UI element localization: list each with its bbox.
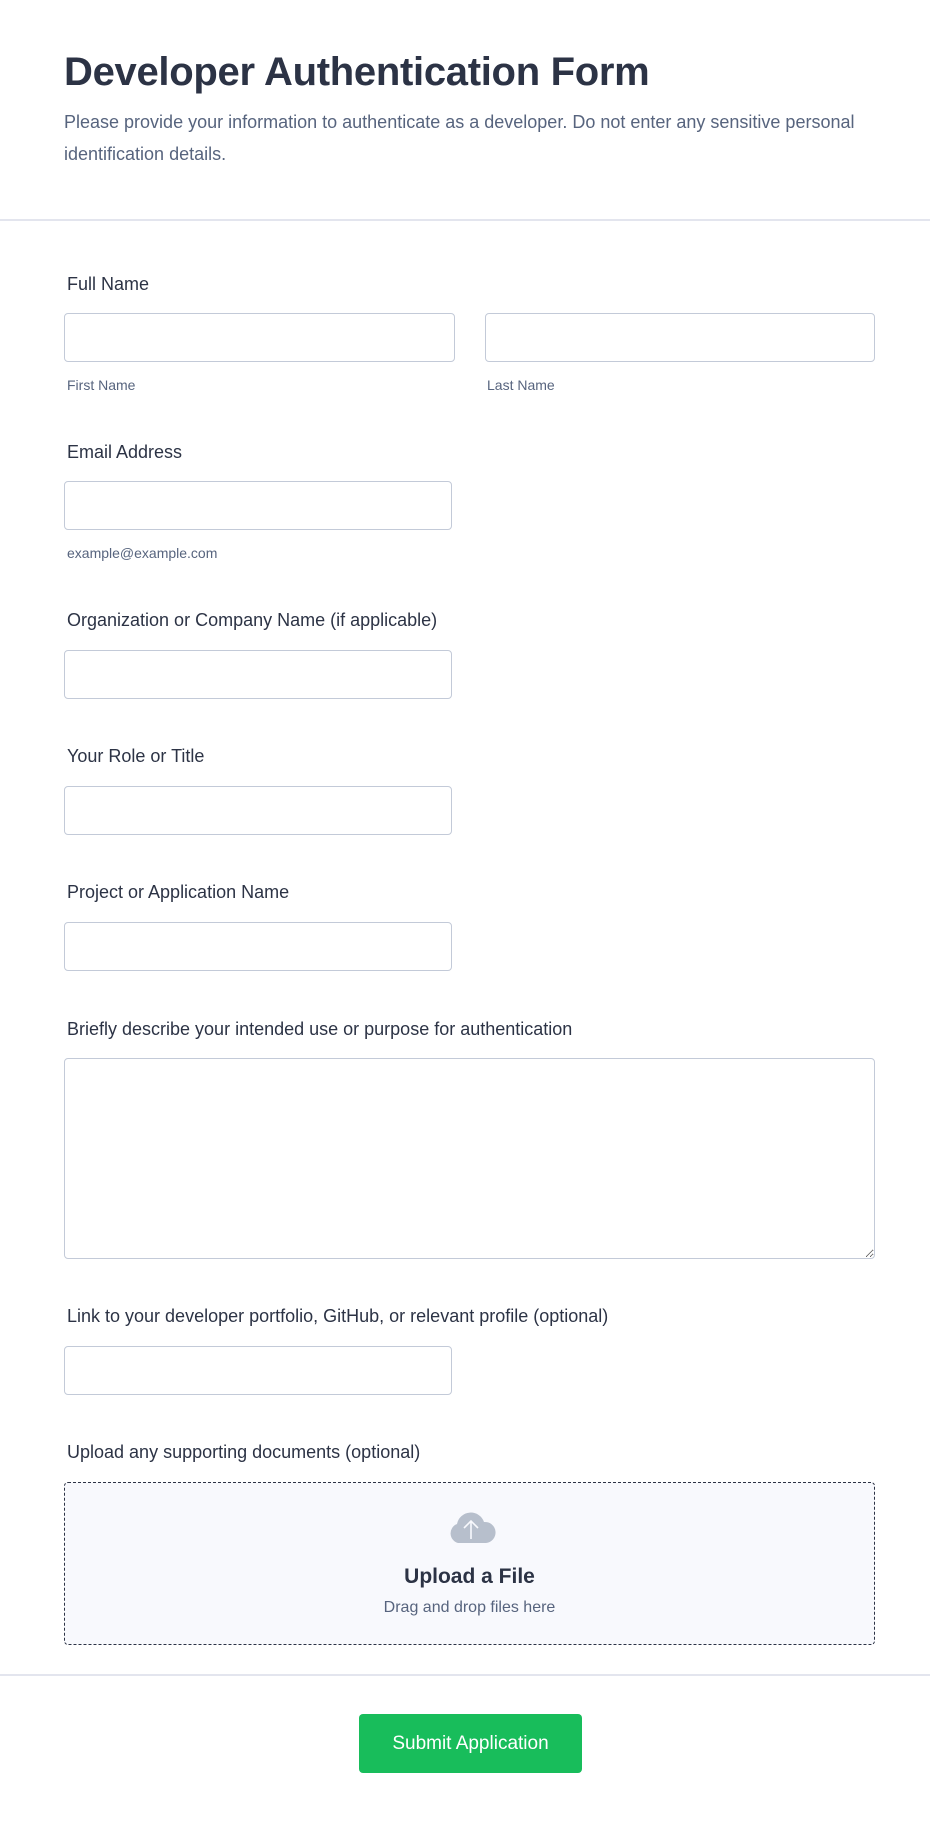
organization-label: Organization or Company Name (if applicable) xyxy=(67,610,438,630)
submit-button[interactable]: Submit Application xyxy=(359,1714,582,1773)
footer-divider xyxy=(0,1674,930,1676)
email-sublabel: example@example.com xyxy=(67,545,218,561)
purpose-textarea[interactable] xyxy=(64,1058,875,1259)
last-name-sublabel: Last Name xyxy=(487,377,555,393)
purpose-label: Briefly describe your intended use or purpose for authentication xyxy=(67,1019,573,1039)
project-input[interactable] xyxy=(64,922,452,971)
header-divider xyxy=(0,219,930,221)
last-name-input[interactable] xyxy=(485,313,875,362)
role-input[interactable] xyxy=(64,786,452,835)
full-name-label: Full Name xyxy=(67,274,150,294)
upload-hint: Drag and drop files here xyxy=(383,1599,556,1616)
organization-input[interactable] xyxy=(64,650,452,699)
first-name-input[interactable] xyxy=(64,313,455,362)
role-label: Your Role or Title xyxy=(67,746,205,766)
upload-title: Upload a File xyxy=(404,1565,535,1588)
portfolio-label: Link to your developer portfolio, GitHub, or relevant profile (optional) xyxy=(67,1306,609,1326)
first-name-sublabel: First Name xyxy=(67,377,136,393)
page-subtitle: Please provide your information to authenticate as a developer. Do not enter any sensitive personal identification details. xyxy=(64,112,855,164)
cloud-upload-icon xyxy=(446,1509,496,1545)
email-label: Email Address xyxy=(67,442,183,462)
file-dropzone[interactable] xyxy=(64,1482,875,1645)
email-input[interactable] xyxy=(64,481,452,530)
project-label: Project or Application Name xyxy=(67,882,290,902)
upload-label: Upload any supporting documents (optional) xyxy=(67,1442,421,1462)
portfolio-input[interactable] xyxy=(64,1346,452,1395)
page-title: Developer Authentication Form xyxy=(64,50,650,94)
